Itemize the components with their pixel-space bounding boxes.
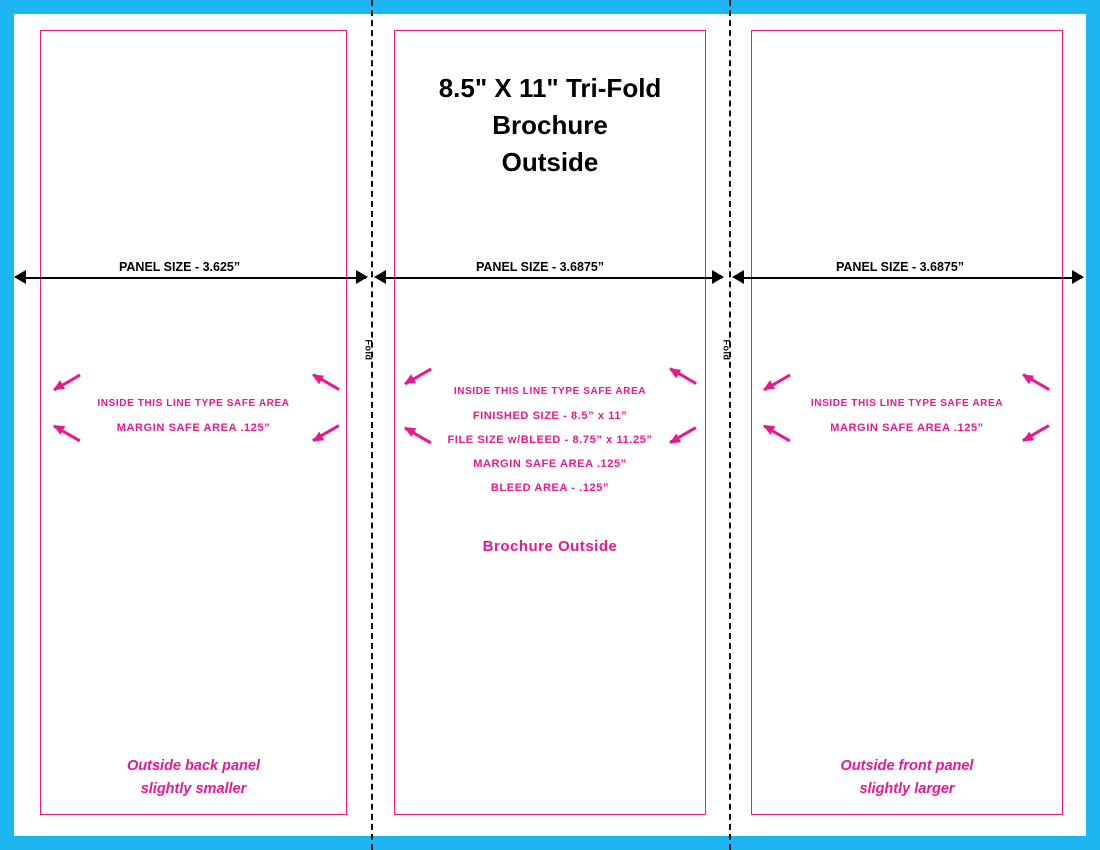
fold-label-1: Fold (363, 339, 374, 361)
footer-outside-back (50, 755, 337, 801)
fold-line-2 (729, 0, 731, 850)
panel-size-label-front: PANEL SIZE - 3.6875” (830, 260, 970, 274)
measure-line-1 (18, 277, 366, 279)
footer-outside-front (760, 755, 1054, 801)
measure-arrow-left-2 (374, 270, 386, 284)
footer-front-line-1: Outside front panel (840, 758, 974, 774)
bleed-label-bottom: BLEED AREA - .125 (499, 839, 601, 849)
note-back-2: MARGIN SAFE AREA .125” (116, 422, 271, 434)
measure-arrow-right-1 (356, 270, 368, 284)
measure-line-2 (378, 277, 722, 279)
brochure-outside-caption: Brochure Outside (482, 538, 618, 555)
bleed-label-right: BLEED AREA - .125 (1084, 380, 1094, 481)
panel-measurement-row (0, 260, 1100, 288)
page-title-line-1: 8.5" X 11" Tri-Fold (438, 73, 662, 103)
notes-outside-front (760, 392, 1054, 440)
page-title-line-3: Outside (501, 147, 599, 177)
note-front-2: MARGIN SAFE AREA .125” (830, 422, 984, 434)
bleed-label-left: BLEED AREA - .125 (6, 369, 16, 470)
note-front-1: INSIDE THIS LINE TYPE SAFE AREA (810, 398, 1004, 409)
notes-middle-panel (400, 380, 700, 500)
note-mid-4: MARGIN SAFE AREA .125” (473, 458, 627, 470)
panel-size-label-back: PANEL SIZE - 3.625” (113, 260, 246, 274)
page-title (394, 70, 706, 181)
note-mid-5: BLEED AREA - .125” (490, 482, 610, 494)
note-mid-3: FILE SIZE w/BLEED - 8.75” x 11.25” (447, 434, 653, 446)
note-mid-2: FINISHED SIZE - 8.5” x 11” (472, 410, 628, 422)
panel-size-label-middle: PANEL SIZE - 3.6875” (470, 260, 610, 274)
measure-arrow-left-1 (14, 270, 26, 284)
footer-back-line-2: slightly smaller (140, 781, 247, 797)
fold-label-2: Fold (721, 339, 732, 361)
notes-outside-back (50, 392, 337, 440)
measure-arrow-right-3 (1072, 270, 1084, 284)
footer-back-line-1: Outside back panel (127, 758, 260, 774)
measure-arrow-right-2 (712, 270, 724, 284)
note-mid-1: INSIDE THIS LINE TYPE SAFE AREA (453, 386, 647, 397)
measure-line-3 (736, 277, 1082, 279)
fold-line-1 (371, 0, 373, 850)
measure-arrow-left-3 (732, 270, 744, 284)
bleed-label-top: BLEED AREA - .125 (499, 1, 601, 11)
footer-front-line-2: slightly larger (859, 781, 955, 797)
note-back-1: INSIDE THIS LINE TYPE SAFE AREA (97, 398, 290, 409)
page-title-line-2: Brochure (492, 110, 608, 140)
